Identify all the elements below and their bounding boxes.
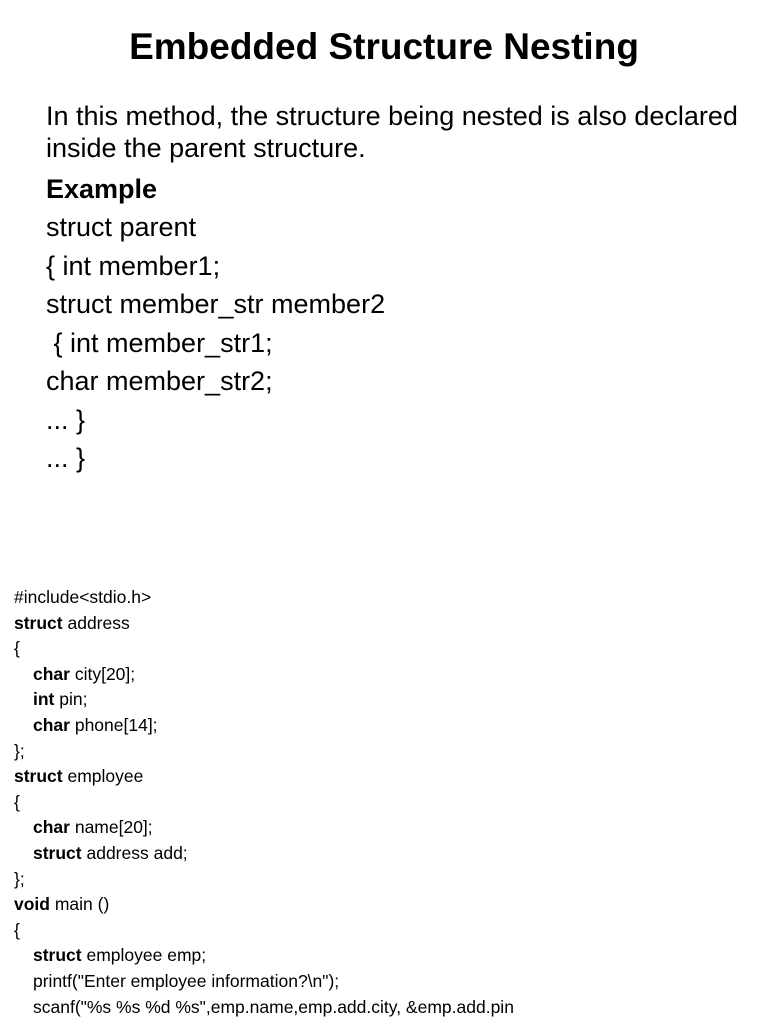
code-line: scanf("%s %s %d %s",emp.name,emp.add.city, &emp.add.pin — [33, 996, 514, 1017]
code-line: char name[20]; — [33, 817, 153, 838]
example-line: char member_str2; — [46, 366, 273, 396]
code-line: }; — [14, 740, 25, 761]
code-line: char city[20]; — [33, 663, 136, 684]
code-line: struct address add; — [33, 842, 188, 863]
code-line: { — [14, 919, 20, 940]
code-line: }; — [14, 868, 25, 889]
code-line: void main () — [14, 894, 110, 915]
example-code — [46, 208, 746, 478]
slide-title: Embedded Structure Nesting — [129, 26, 639, 67]
code-line: { — [14, 638, 20, 659]
code-line: printf("Enter employee information?\n"); — [33, 970, 340, 991]
code-line: char phone[14]; — [33, 714, 158, 735]
example-line: { int member_str1; — [46, 327, 273, 358]
code-line: struct address — [14, 612, 130, 633]
code-listing — [14, 585, 754, 1020]
code-line: #include<stdio.h> — [14, 587, 152, 607]
example-line: struct member_str member2 — [46, 289, 386, 319]
example-line: struct parent — [46, 212, 197, 242]
code-line: struct employee emp; — [33, 945, 207, 966]
slide-body — [46, 100, 746, 478]
example-line: ... } — [46, 443, 86, 473]
example-line: ... } — [46, 404, 86, 435]
code-line: struct employee — [14, 766, 144, 787]
code-line: { — [14, 791, 20, 812]
example-line: { int member1; — [46, 250, 221, 281]
intro-paragraph: In this method, the structure being nested is also declared inside the parent structure. — [46, 101, 738, 163]
code-line: int pin; — [33, 689, 88, 710]
example-heading: Example — [46, 174, 158, 204]
